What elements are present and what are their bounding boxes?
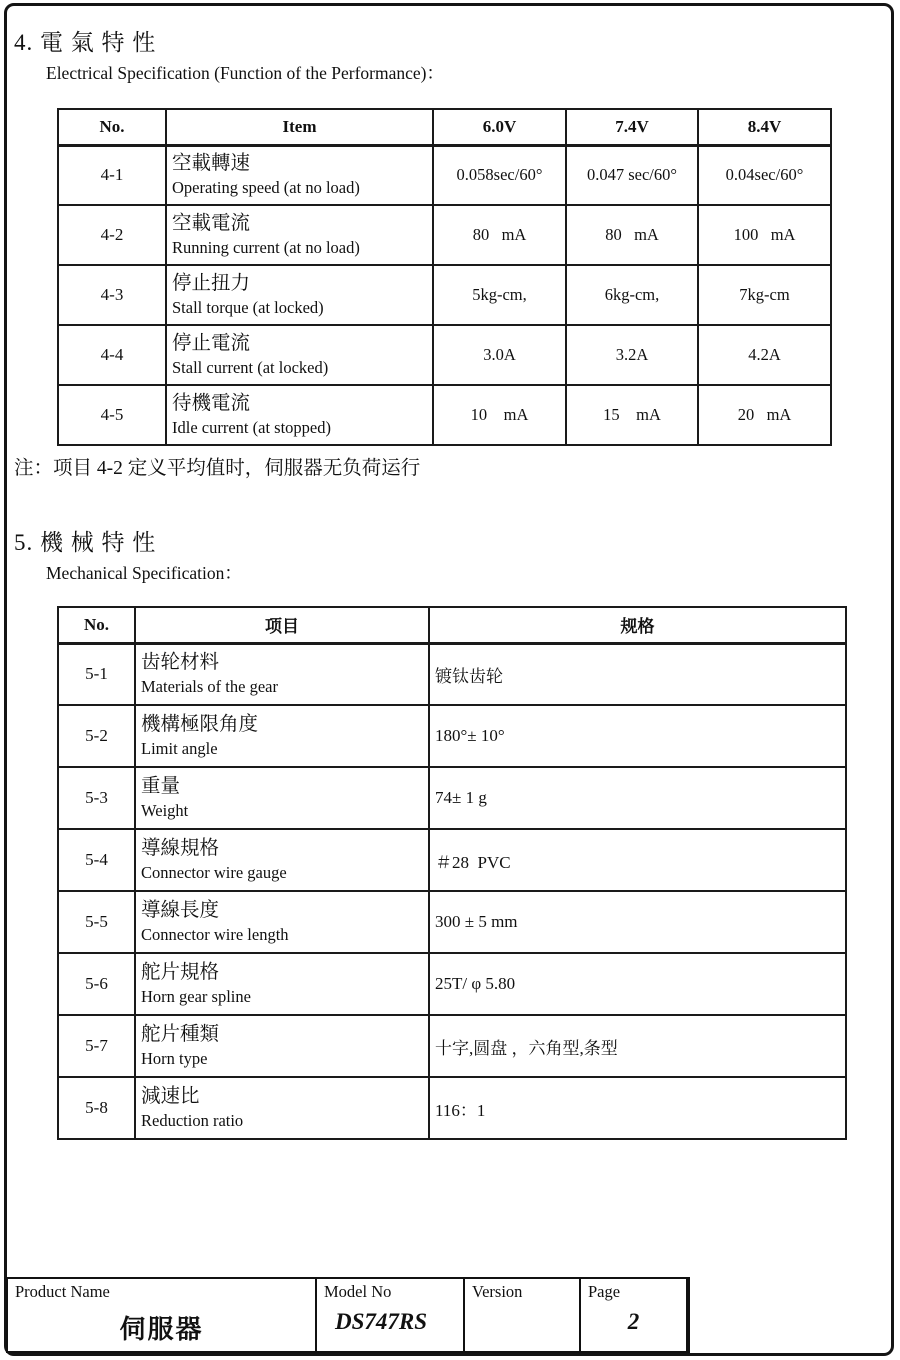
spec-value: 116：1 — [429, 1077, 846, 1139]
section-5-subheading: Mechanical Specification： — [46, 563, 242, 583]
value-6v: 3.0A — [433, 325, 566, 385]
item-zh: 機構極限角度 — [141, 713, 259, 735]
item-en: Idle current (at stopped) — [172, 417, 331, 437]
item-zh: 停止扭力 — [172, 272, 251, 294]
item-en: Stall current (at locked) — [172, 357, 329, 377]
item-zh: 舵片種類 — [141, 1023, 220, 1045]
spec-value: ＃28 PVC — [429, 829, 846, 891]
item-en: Materials of the gear — [141, 677, 278, 697]
item-en: Horn type — [141, 1048, 208, 1068]
table-row — [58, 145, 831, 205]
value-6v: 10 mA — [433, 385, 566, 445]
row-item — [166, 205, 433, 265]
row-no: 5-3 — [58, 767, 135, 829]
spec-value: 25T/ φ 5.80 — [429, 953, 846, 1015]
row-no: 5-5 — [58, 891, 135, 953]
row-item — [135, 953, 429, 1015]
col-header-spec: 规格 — [429, 607, 846, 643]
item-zh: 停止電流 — [172, 332, 251, 354]
section-4-heading: 4. 電 氣 特 性 — [14, 30, 157, 55]
table-row — [58, 891, 846, 953]
value-8v: 4.2A — [698, 325, 831, 385]
col-header-7v: 7.4V — [566, 109, 698, 145]
table-row — [58, 385, 831, 445]
model-no-label: Model No — [324, 1282, 392, 1301]
row-no: 4-5 — [58, 385, 166, 445]
row-no: 5-6 — [58, 953, 135, 1015]
spec-value: 180°± 10° — [429, 705, 846, 767]
row-item — [135, 1077, 429, 1139]
row-item — [166, 325, 433, 385]
spec-value: 镀钛齿轮 — [429, 643, 846, 705]
col-header-no: No. — [58, 109, 166, 145]
item-zh: 舵片規格 — [141, 961, 220, 983]
value-6v: 0.058sec/60° — [433, 145, 566, 205]
item-en: Limit angle — [141, 738, 218, 758]
spec-value: 74± 1 g — [429, 767, 846, 829]
row-no: 5-1 — [58, 643, 135, 705]
table-row — [58, 767, 846, 829]
table-row — [58, 205, 831, 265]
row-item — [135, 891, 429, 953]
row-no: 5-7 — [58, 1015, 135, 1077]
spec-value: 300 ± 5 mm — [429, 891, 846, 953]
item-en: Operating speed (at no load) — [172, 178, 360, 198]
item-zh: 重量 — [141, 775, 181, 797]
product-name-cell — [8, 1279, 317, 1351]
table-row — [58, 953, 846, 1015]
row-no: 5-8 — [58, 1077, 135, 1139]
row-item — [135, 643, 429, 705]
item-en: Running current (at no load) — [172, 237, 360, 257]
table-header-row — [58, 109, 831, 145]
section-4-subheading: Electrical Specification (Function of the Performance)： — [46, 63, 444, 83]
item-en: Reduction ratio — [141, 1110, 244, 1130]
value-7v: 6kg-cm, — [566, 265, 698, 325]
table-row — [58, 705, 846, 767]
col-header-6v: 6.0V — [433, 109, 566, 145]
value-7v: 0.047 sec/60° — [566, 145, 698, 205]
col-header-item: 项目 — [135, 607, 429, 643]
value-8v: 20 mA — [698, 385, 831, 445]
page-cell — [581, 1279, 688, 1351]
value-7v: 3.2A — [566, 325, 698, 385]
product-name-value: 伺服器 — [119, 1315, 204, 1344]
row-no: 4-2 — [58, 205, 166, 265]
table-row — [58, 265, 831, 325]
item-en: Weight — [141, 800, 189, 820]
electrical-spec-table — [57, 108, 832, 446]
item-zh: 空載轉速 — [172, 152, 251, 174]
item-en: Connector wire gauge — [141, 862, 287, 882]
item-en: Horn gear spline — [141, 986, 251, 1006]
row-item — [166, 145, 433, 205]
col-header-no: No. — [58, 607, 135, 643]
col-header-item: Item — [166, 109, 433, 145]
row-no: 5-4 — [58, 829, 135, 891]
value-8v: 100 mA — [698, 205, 831, 265]
row-no: 4-1 — [58, 145, 166, 205]
product-name-label: Product Name — [15, 1282, 110, 1301]
version-cell — [465, 1279, 581, 1351]
version-label: Version — [472, 1282, 523, 1301]
item-zh: 導線長度 — [141, 899, 220, 921]
row-no: 4-3 — [58, 265, 166, 325]
row-no: 5-2 — [58, 705, 135, 767]
row-item — [135, 1015, 429, 1077]
table-row — [58, 1077, 846, 1139]
model-no-cell — [317, 1279, 465, 1351]
model-no-value: DS747RS — [335, 1309, 428, 1334]
row-item — [135, 767, 429, 829]
value-7v: 15 mA — [566, 385, 698, 445]
col-header-8v: 8.4V — [698, 109, 831, 145]
item-en: Stall torque (at locked) — [172, 297, 324, 317]
item-zh: 減速比 — [141, 1085, 200, 1107]
item-zh: 空載電流 — [172, 212, 251, 234]
value-8v: 7kg-cm — [698, 265, 831, 325]
table-row — [58, 829, 846, 891]
value-6v: 80 mA — [433, 205, 566, 265]
section-5-heading: 5. 機 械 特 性 — [14, 530, 157, 555]
spec-value: 十字,圆盘 ，六角型,条型 — [429, 1015, 846, 1077]
row-item — [166, 385, 433, 445]
title-block — [6, 1277, 690, 1353]
value-7v: 80 mA — [566, 205, 698, 265]
table-row — [58, 325, 831, 385]
row-item — [135, 829, 429, 891]
item-zh: 齿轮材料 — [141, 651, 220, 673]
item-zh: 待機電流 — [172, 392, 251, 414]
table-row — [58, 1015, 846, 1077]
row-item — [135, 705, 429, 767]
section-4-note: 注：项目 4-2 定义平均值时，伺服器无负荷运行 — [14, 458, 421, 479]
table-header-row — [58, 607, 846, 643]
row-no: 4-4 — [58, 325, 166, 385]
mechanical-spec-table — [57, 606, 847, 1140]
value-6v: 5kg-cm, — [433, 265, 566, 325]
page-label: Page — [588, 1282, 621, 1301]
page-number-value: 2 — [627, 1309, 640, 1334]
value-8v: 0.04sec/60° — [698, 145, 831, 205]
table-row — [58, 643, 846, 705]
item-zh: 導線規格 — [141, 837, 220, 859]
row-item — [166, 265, 433, 325]
item-en: Connector wire length — [141, 924, 289, 944]
